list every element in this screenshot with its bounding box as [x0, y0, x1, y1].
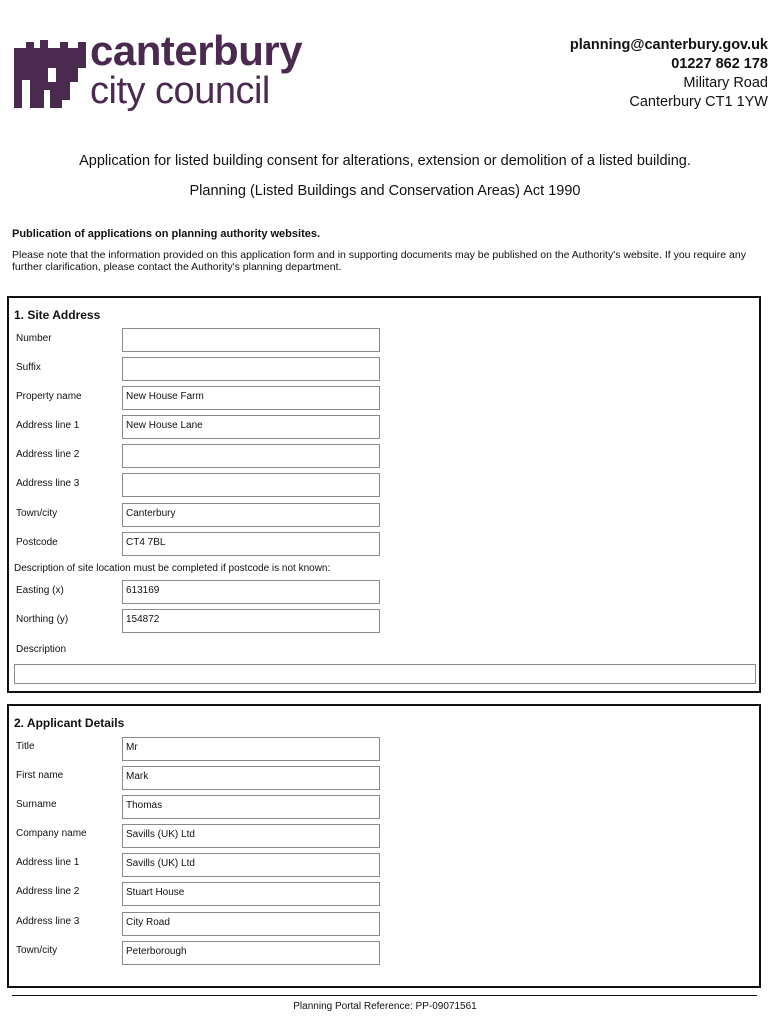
- field-label: First name: [16, 770, 64, 781]
- field-label: Company name: [16, 828, 87, 839]
- field-label: Suffix: [16, 362, 41, 373]
- cathedral-logo-icon: [12, 38, 92, 110]
- contact-email[interactable]: planning@canterbury.gov.uk: [569, 37, 768, 53]
- title-input[interactable]: Mr: [122, 737, 380, 761]
- postcode-input[interactable]: CT4 7BL: [122, 532, 380, 556]
- publication-heading: Publication of applications on planning authority websites.: [12, 228, 321, 240]
- field-label: Property name: [16, 391, 82, 402]
- address-line3-input[interactable]: [122, 473, 380, 497]
- easting-input[interactable]: 613169: [122, 580, 380, 604]
- applicant-address-line3-input[interactable]: City Road: [122, 912, 380, 936]
- form-act-title: Planning (Listed Buildings and Conservation Areas) Act 1990: [189, 183, 581, 199]
- applicant-address-line1-input[interactable]: Savills (UK) Ltd: [122, 853, 380, 877]
- form-title: Application for listed building consent for alterations, extension or demolition of a listed building.: [79, 153, 691, 169]
- northing-input[interactable]: 154872: [122, 609, 380, 633]
- field-label: Title: [16, 741, 35, 752]
- field-label: Easting (x): [16, 585, 64, 596]
- field-label: Address line 1: [16, 420, 80, 431]
- surname-input[interactable]: Thomas: [122, 795, 380, 819]
- field-label: Town/city: [16, 945, 58, 956]
- applicant-address-line2-input[interactable]: Stuart House: [122, 882, 380, 906]
- field-label: Address line 1: [16, 857, 80, 868]
- address-line2-input[interactable]: [122, 444, 380, 468]
- number-input[interactable]: [122, 328, 380, 352]
- applicant-details-section: [7, 704, 761, 988]
- field-label: Postcode: [16, 537, 58, 548]
- field-label: Number: [16, 333, 52, 344]
- description-label: Description: [16, 644, 67, 655]
- field-label: Northing (y): [16, 614, 69, 625]
- contact-address-line1: Military Road: [683, 75, 768, 91]
- company-name-input[interactable]: Savills (UK) Ltd: [122, 824, 380, 848]
- suffix-input[interactable]: [122, 357, 380, 381]
- field-label: Address line 3: [16, 916, 80, 927]
- site-address-section: [7, 296, 761, 693]
- contact-address-line2: Canterbury CT1 1YW: [629, 94, 768, 110]
- location-note: Description of site location must be completed if postcode is not known:: [14, 563, 331, 574]
- logo-text-city-council: city council: [90, 70, 270, 112]
- field-label: Surname: [16, 799, 57, 810]
- applicant-town-city-input[interactable]: Peterborough: [122, 941, 380, 965]
- contact-phone: 01227 862 178: [671, 56, 768, 72]
- first-name-input[interactable]: Mark: [122, 766, 380, 790]
- field-label: Address line 2: [16, 886, 80, 897]
- description-input[interactable]: [14, 664, 756, 684]
- footer-divider: [12, 995, 757, 996]
- section-title: 1. Site Address: [14, 308, 101, 322]
- field-label: Address line 2: [16, 449, 80, 460]
- logo-text-canterbury: canterbury: [90, 27, 303, 74]
- contact-details: [570, 36, 768, 112]
- town-city-input[interactable]: Canterbury: [122, 503, 380, 527]
- publication-text: Please note that the information provided on this application form and in supporting documents may be published on the Authority's website. If you require any further clarification, please contact the Authority's planning department.: [12, 249, 746, 273]
- field-label: Town/city: [16, 508, 58, 519]
- field-label: Address line 3: [16, 478, 80, 489]
- portal-reference: Planning Portal Reference: PP-09071561: [293, 1001, 477, 1012]
- section-title: 2. Applicant Details: [14, 716, 125, 730]
- address-line1-input[interactable]: New House Lane: [122, 415, 380, 439]
- property-name-input[interactable]: New House Farm: [122, 386, 380, 410]
